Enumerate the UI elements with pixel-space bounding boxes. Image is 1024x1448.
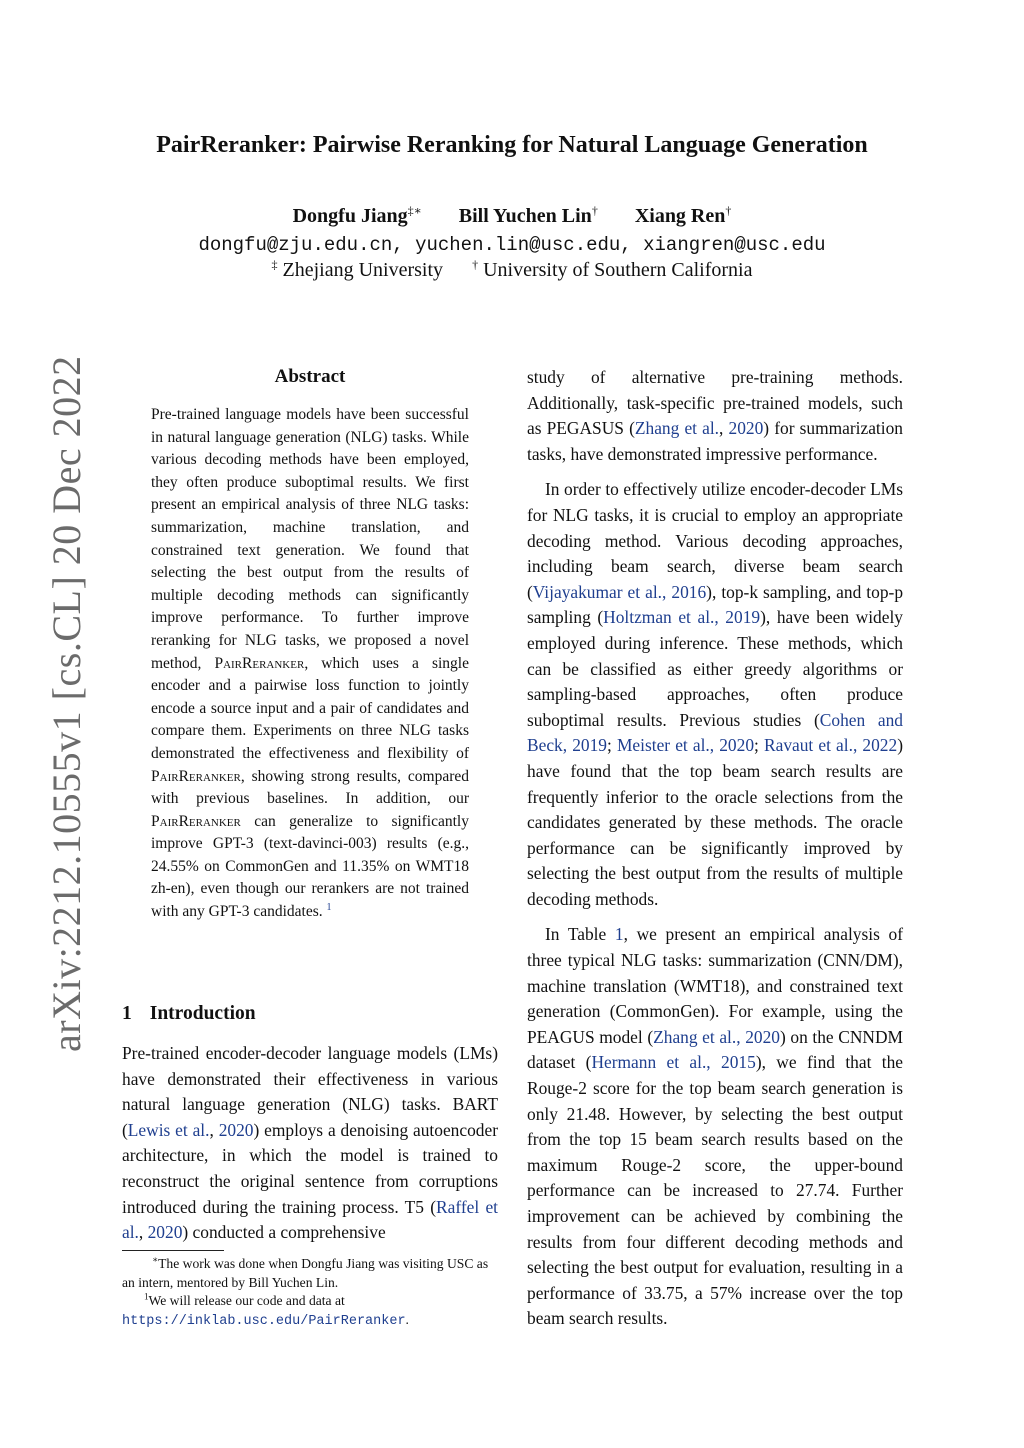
citation-link[interactable]: 2020 <box>728 418 764 439</box>
citation-link[interactable]: Ravaut et al., 2022 <box>764 735 898 756</box>
method-name: PairReranker <box>151 767 241 785</box>
citation-link[interactable]: Hermann et al., 2015 <box>591 1052 756 1073</box>
footnote-mark: ∗ <box>152 1254 159 1265</box>
affiliation <box>472 259 752 282</box>
abstract-text: , showing strong results, compared with previous baselines. In addition, our <box>151 767 469 808</box>
body-paragraph <box>527 922 903 1332</box>
footnote-text: . <box>405 1311 409 1327</box>
author-marks: † <box>591 203 598 218</box>
table-ref-link[interactable]: 1 <box>614 924 624 945</box>
abstract-text: can generalize to significantly improve GPT-3 (text-davinci-003) results (e.g., 24.55% on CommonGen and 11.35% on WMT18 zh-en), even though our rerankers are not trained with any GPT-3 candidates. <box>151 812 469 921</box>
abstract-heading: Abstract <box>274 366 346 387</box>
footnote-divider <box>122 1250 224 1251</box>
affiliation-mark: ‡ <box>271 257 278 272</box>
footnote-mark: 1 <box>144 1291 149 1302</box>
intro-paragraph <box>122 1041 498 1246</box>
arxiv-identifier[interactable]: arXiv:2212.10555v1 [cs.CL] 20 Dec 2022 <box>44 355 89 1052</box>
citation-link[interactable]: Vijayakumar et al., 2016 <box>532 581 707 602</box>
author-list <box>0 205 1024 228</box>
body-paragraph <box>527 477 903 912</box>
author-marks: ‡∗ <box>407 203 422 218</box>
author <box>635 205 732 228</box>
body-text: Pre-trained encoder-decoder language models (LMs) have demonstrated their effectiveness in various natural language generation (NLG) tasks. BART ( <box>122 1043 498 1140</box>
body-text: ), have been widely employed during inference. These methods, which can be classified as either greedy algorithms or sampling-based approaches, often produce suboptimal results. Previous studies ( <box>527 607 904 730</box>
paper-title: PairReranker: Pairwise Reranking for Natural Language Generation <box>156 132 868 158</box>
method-name: PairReranker <box>151 812 241 830</box>
affiliation-mark: † <box>472 257 479 272</box>
body-text: ) conducted a comprehensive <box>182 1222 386 1243</box>
body-text: ; <box>754 735 764 756</box>
body-text: ) employs a denoising autoencoder architecture, in which the model is trained to reconstruct the original sentence from corruptions introduced during the training process. T5 ( <box>122 1119 498 1217</box>
method-name: PairReranker <box>214 654 305 672</box>
footnotes <box>122 1255 502 1331</box>
author-name: Xiang Ren <box>634 205 726 227</box>
abstract-text: , which uses a single encoder and a pairwise loss function to jointly encode a source input and a pair of candidates and compare them. Experiments on three NLG tasks demonstrated the effectiveness and flexibility of <box>151 654 469 762</box>
body-text: , <box>138 1222 148 1243</box>
citation-link[interactable]: Cohen and Beck, 2019 <box>527 709 903 756</box>
author <box>293 205 422 228</box>
citation-link[interactable]: 2020 <box>147 1222 183 1243</box>
section-title: Introduction <box>149 1003 256 1024</box>
section-heading <box>122 1003 256 1025</box>
footnote <box>122 1255 502 1292</box>
right-column <box>527 365 903 1342</box>
body-text: In Table <box>545 924 615 945</box>
body-text: ) on the CNNDM dataset ( <box>527 1026 903 1073</box>
section-number: 1 <box>122 1003 132 1024</box>
affiliation-name: University of Southern California <box>483 259 753 281</box>
abstract-body <box>151 404 469 924</box>
body-text: ), top-k sampling, and top-p sampling ( <box>527 581 904 628</box>
body-text: , <box>719 418 729 439</box>
affiliations <box>0 259 1024 282</box>
citation-link[interactable]: Zhang et al., 2020 <box>653 1026 780 1047</box>
body-text: , we present an empirical analysis of three typical NLG tasks: summarization (CNN/DM), machine translation (WMT18), and constrained text generation (CommonGen). For example, using the PEAGUS model ( <box>527 924 903 1047</box>
author-marks: † <box>725 203 732 218</box>
author-emails: dongfu@zju.edu.cn, yuchen.lin@usc.edu, xiangren@usc.edu <box>198 234 826 256</box>
author-name: Dongfu Jiang <box>292 205 408 227</box>
footnote-text: We will release our code and data at <box>148 1293 345 1308</box>
body-text: study of alternative pre-training methods. Additionally, task-specific pre-trained models, such as PEGASUS ( <box>527 367 903 439</box>
author <box>459 205 598 228</box>
footnote-text: The work was done when Dongfu Jiang was visiting USC as an intern, mentored by Bill Yuchen Lin. <box>122 1256 489 1290</box>
body-text: , <box>209 1119 219 1140</box>
affiliation-name: Zhejiang University <box>282 259 444 281</box>
body-text: ) have found that the top beam search results are frequently inferior to the oracle selections from the candidates generated by these methods. The oracle performance can be significantly improved by selecting the best output from the results of multiple decoding methods. <box>527 735 903 909</box>
code-url-link[interactable]: https://inklab.usc.edu/PairReranker <box>122 1313 406 1329</box>
body-paragraph <box>527 365 903 467</box>
citation-link[interactable]: Holtzman et al., 2019 <box>603 607 761 628</box>
body-text: ; <box>606 735 617 756</box>
footnote <box>122 1292 502 1331</box>
body-text: ), we find that the Rouge-2 score for the top beam search generation is only 21.48. However, by selecting the best output from the top 15 beam search results based on the maximum Rouge-2 score, the upper-bound performance can be increased to 27.74. Further improvement can be achieved by combining the results from four different decoding methods and selecting the best output for evaluation, resulting in a performance of 33.75, a 57% increase over the top beam search results. <box>527 1052 904 1329</box>
abstract-text: Pre-trained language models have been successful in natural language generation (NLG) tasks. While various decoding methods have been employed, they often produce suboptimal results. We first present an empirical analysis of three NLG tasks: summarization, machine translation, and constrained text generation. We found that selecting the best output from the results of multiple decoding methods can significantly improve performance. To further improve reranking for NLG tasks, we proposed a novel method, <box>151 406 469 672</box>
citation-link[interactable]: Zhang et al. <box>634 418 720 439</box>
citation-link[interactable]: 2020 <box>218 1119 254 1140</box>
body-text: In order to effectively utilize encoder-decoder LMs for NLG tasks, it is crucial to employ an appropriate decoding method. Various decoding approaches, including beam search, diverse beam search ( <box>527 479 903 602</box>
citation-link[interactable]: Lewis et al. <box>127 1119 210 1140</box>
footnote-link[interactable]: 1 <box>326 901 332 913</box>
citation-link[interactable]: Meister et al., 2020 <box>616 735 755 756</box>
arxiv-sidebar <box>18 355 89 1052</box>
author-name: Bill Yuchen Lin <box>458 205 592 227</box>
affiliation <box>272 259 444 282</box>
body-text: ) for summarization tasks, have demonstrated impressive performance. <box>527 418 903 464</box>
citation-link[interactable]: Raffel et al. <box>122 1196 498 1243</box>
